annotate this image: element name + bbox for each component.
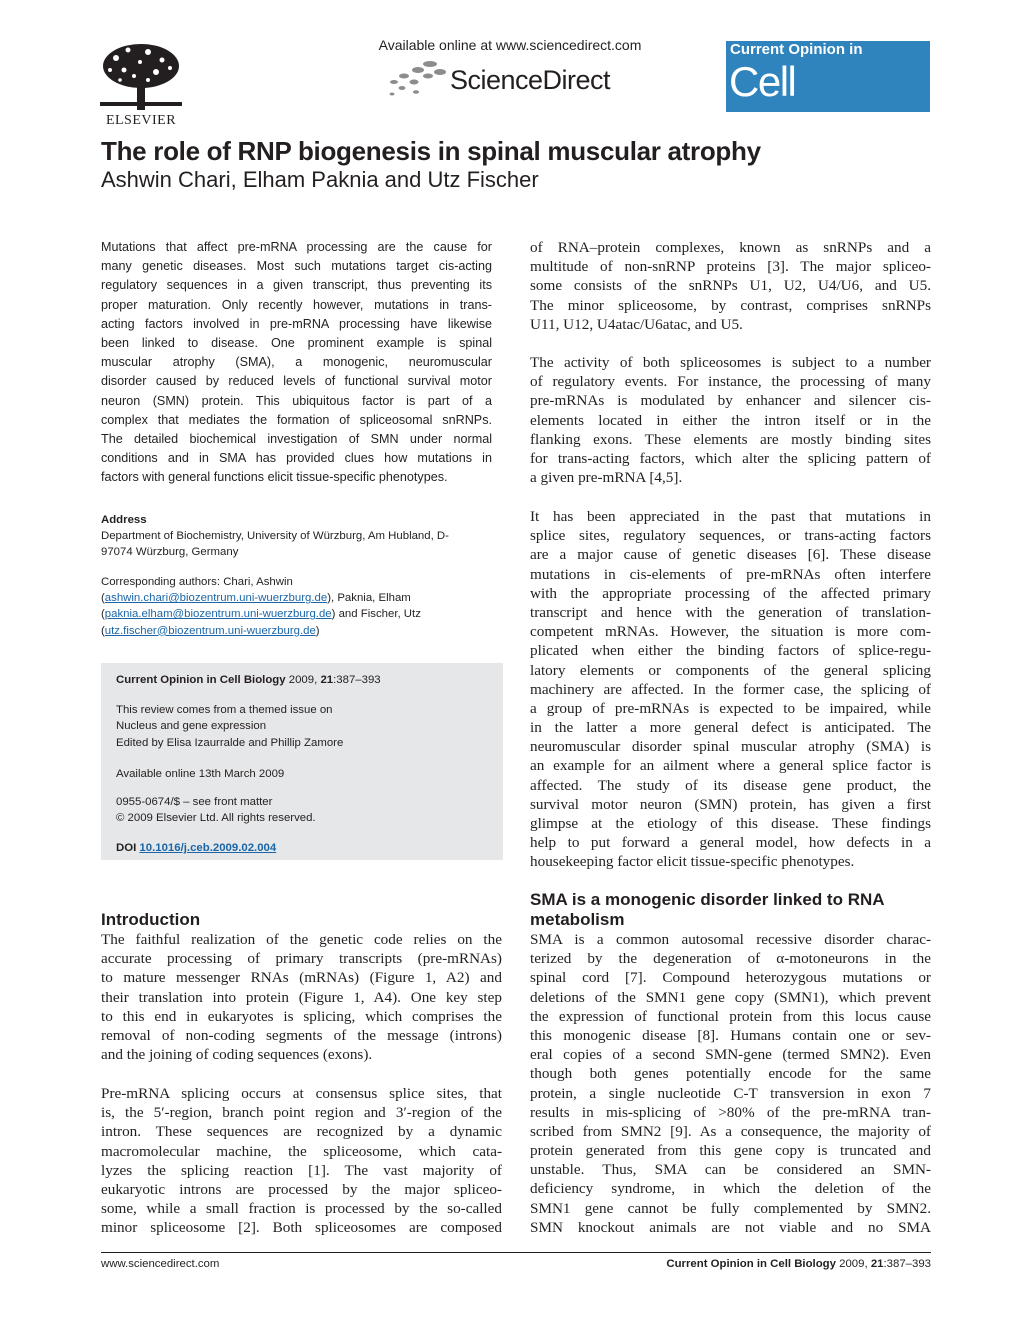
- elsevier-logo: [96, 40, 186, 128]
- footer-divider: [101, 1252, 931, 1253]
- sma-section-heading: SMA is a monogenic disorder linked to RNA metabolism: [530, 890, 885, 929]
- editors-line: Edited by Elisa Izaurralde and Phillip Zamore: [116, 736, 344, 749]
- abstract-line: The detailed biochemical investigation of SMN under normal: [101, 431, 492, 446]
- abstract-line: complex that mediates the formation of spliceosomal snRNPs.: [101, 412, 492, 427]
- body-paragraph-snrnps: of RNA–protein complexes, known as snRNPs and a multitude of non-snRNP proteins [3]. The major spliceo- some consists of the snRNPs U1, U2, U4/U6, and U5. The minor spliceosome, by contrast, comprises snRNPs U11, U12, U4atac/U6atac, and U5.: [530, 239, 931, 333]
- issn-line: 0955-0674/$ – see front matter: [116, 796, 273, 809]
- abstract: [101, 238, 492, 487]
- available-date: Available online 13th March 2009: [116, 767, 285, 780]
- journal-logo-top: Current Opinion in: [730, 41, 863, 58]
- address-heading: Address: [101, 514, 147, 526]
- article-authors: Ashwin Chari, Elham Paknia and Utz Fischer: [101, 167, 539, 192]
- body-paragraph-disease: It has been appreciated in the past that mutations in splice sites, regulatory sequences, or trans-acting factors are a major cause of genetic diseases [6]. These disease mutations in cis-elements of pre-mRNAs often interfere with the appropriate processing of the affected primary transcript and hence with the generation of translation- competent mRNAs. However, the situation is more com- plicated when either the binding factors of splice-regu- latory elements or components of the general splicing machinery are affected. In the former case, the splicing of a group of pre-mRNAs is expected to be impaired, while in the latter a more general defect is anticipated. The neuromuscular disorder spinal muscular atrophy (SMA) is an example for an ailment where a general splice factor is affected. The study of its disease gene product, the survival motor neuron (SMN) protein, has given a first glimpse at the etiology of this disease. These findings help to put forward a general model, how defects in a housekeeping factor elicit tissue-specific phenotypes.: [530, 508, 931, 871]
- footer-citation: Current Opinion in Cell Biology 2009, 21:387–393: [666, 1258, 931, 1270]
- doi-line: DOI 10.1016/j.ceb.2009.02.004: [116, 842, 277, 855]
- footer-website: www.sciencedirect.com: [101, 1258, 220, 1270]
- themed-issue-name: Nucleus and gene expression: [116, 720, 267, 733]
- corresponding-line: Corresponding authors: Chari, Ashwin: [101, 576, 293, 588]
- abstract-line: conditions and in SMA has provided clues how mutations in: [101, 451, 492, 466]
- body-paragraph-sma: SMA is a common autosomal recessive disorder charac- terized by the degeneration of α-motoneurons in the spinal cord [7]. Compound heterozygous mutations or deletions of the SMN1 gene copy (SMN1), which prevent the expression of functional protein from this locus cause this monogenic disease [8]. Humans contain one or sev- eral copies of a second SMN-gene (termed SMN2). Even though both genes potentially encode for the same protein, a single nucleotide C-T transversion in exon 7 results in mis-splicing of >80% of the pre-mRNA tran- scribed from SMN2 [9]. As a consequence, the majority of protein generated from this gene copy is truncated and unstable. Thus, SMA can be considered an SMN- deficiency syndrome, in which the deletion of the SMN1 gene cannot be fully complemented by SMN2. SMN knockout animals are not viable and no SMA: [530, 931, 931, 1236]
- copyright-line: © 2009 Elsevier Ltd. All rights reserved.: [116, 812, 316, 825]
- themed-issue-line: This review comes from a themed issue on: [116, 704, 333, 717]
- corresponding-line: (utz.fischer@biozentrum.uni-wuerzburg.de): [101, 624, 320, 637]
- journal-logo: [726, 41, 930, 157]
- article-title: The role of RNP biogenesis in spinal muscular atrophy: [101, 136, 761, 166]
- address-line: Department of Biochemistry, University of Würzburg, Am Hubland, D-: [101, 530, 449, 543]
- doi-link[interactable]: 10.1016/j.ceb.2009.02.004: [139, 842, 277, 855]
- intro-paragraph-2: Pre-mRNA splicing occurs at consensus splice sites, that is, the 5′-region, branch point region and 3′-region of the intron. These sequences are recognized by a dynamic macromolecular machine, the spliceosome, which cata- lyzes the splicing reaction [1]. The vast majority of eukaryotic introns are processed by the major spliceo- some, while a small fraction is processed by the so-called minor spliceosome [2]. Both spliceosomes are composed: [101, 1085, 502, 1237]
- elsevier-wordmark: ELSEVIER: [105, 113, 177, 128]
- email-link-fischer[interactable]: utz.fischer@biozentrum.uni-wuerzburg.de: [104, 624, 316, 637]
- sciencedirect-wordmark: ScienceDirect: [450, 64, 611, 95]
- abstract-line: Mutations that affect pre-mRNA processing are the cause for: [101, 240, 492, 254]
- abstract-line: muscular atrophy (SMA), a monogenic, neuromuscular: [101, 355, 492, 370]
- email-link-chari[interactable]: ashwin.chari@biozentrum.uni-wuerzburg.de: [104, 592, 328, 605]
- intro-paragraph-1: The faithful realization of the genetic code relies on the accurate processing of primary transcripts (pre-mRNAs) to mature messenger RNAs (mRNAs) (Figure 1, A2) and their translation into protein (Figure 1, A4). One key step to this end in eukaryotes is splicing, which comprises the removal of non-coding segments of the message (introns) and the joining of coding sequences (exons).: [101, 931, 502, 1064]
- abstract-line: neuron (SMN) protein. This ubiquitous factor is part of a: [101, 393, 492, 408]
- email-link-paknia[interactable]: paknia.elham@biozentrum.uni-wuerzburg.de: [104, 608, 332, 621]
- abstract-line: factors with general functions elicit tissue-specific phenotypes.: [101, 470, 448, 485]
- abstract-line: acting factors involved in pre-mRNA processing have likewise: [101, 316, 492, 331]
- abstract-line: many genetic diseases. Most such mutations target cis-acting: [101, 259, 492, 274]
- abstract-line: disorder caused by reduced levels of functional survival motor: [101, 374, 492, 389]
- journal-logo-name: Cell Biology: [729, 58, 857, 157]
- address-line: 97074 Würzburg, Germany: [101, 546, 239, 559]
- elsevier-tree-icon: [96, 40, 186, 112]
- article-info-box: [101, 663, 503, 860]
- citation-line: Current Opinion in Cell Biology 2009, 21:387–393: [116, 674, 381, 686]
- introduction-heading: Introduction: [101, 910, 201, 929]
- address-block: [101, 512, 501, 561]
- body-paragraph-regulation: The activity of both spliceosomes is subject to a number of regulatory events. For instance, the processing of many pre-mRNAs is modulated by enhancer and silencer cis- elements located in either the intron itself or in the flanking exons. These elements are mostly binding sites for trans-acting factors, which alter the splicing pattern of a given pre-mRNA [4,5].: [530, 354, 931, 487]
- corresponding-line: (ashwin.chari@biozentrum.uni-wuerzburg.de), Paknia, Elham: [101, 592, 411, 605]
- available-online-text: Available online at www.sciencedirect.com: [378, 37, 642, 53]
- corresponding-authors: [101, 574, 501, 639]
- sciencedirect-dots-icon: [384, 58, 448, 102]
- corresponding-line: (paknia.elham@biozentrum.uni-wuerzburg.de) and Fischer, Utz: [101, 608, 421, 621]
- abstract-line: been linked to disease. One prominent example is spinal: [101, 335, 492, 350]
- sciencedirect-logo: [384, 58, 610, 102]
- abstract-line: proper maturation. Only recently however, mutations in trans-: [101, 297, 492, 312]
- abstract-line: regulatory sequences in a given transcript, thus preventing its: [101, 278, 492, 293]
